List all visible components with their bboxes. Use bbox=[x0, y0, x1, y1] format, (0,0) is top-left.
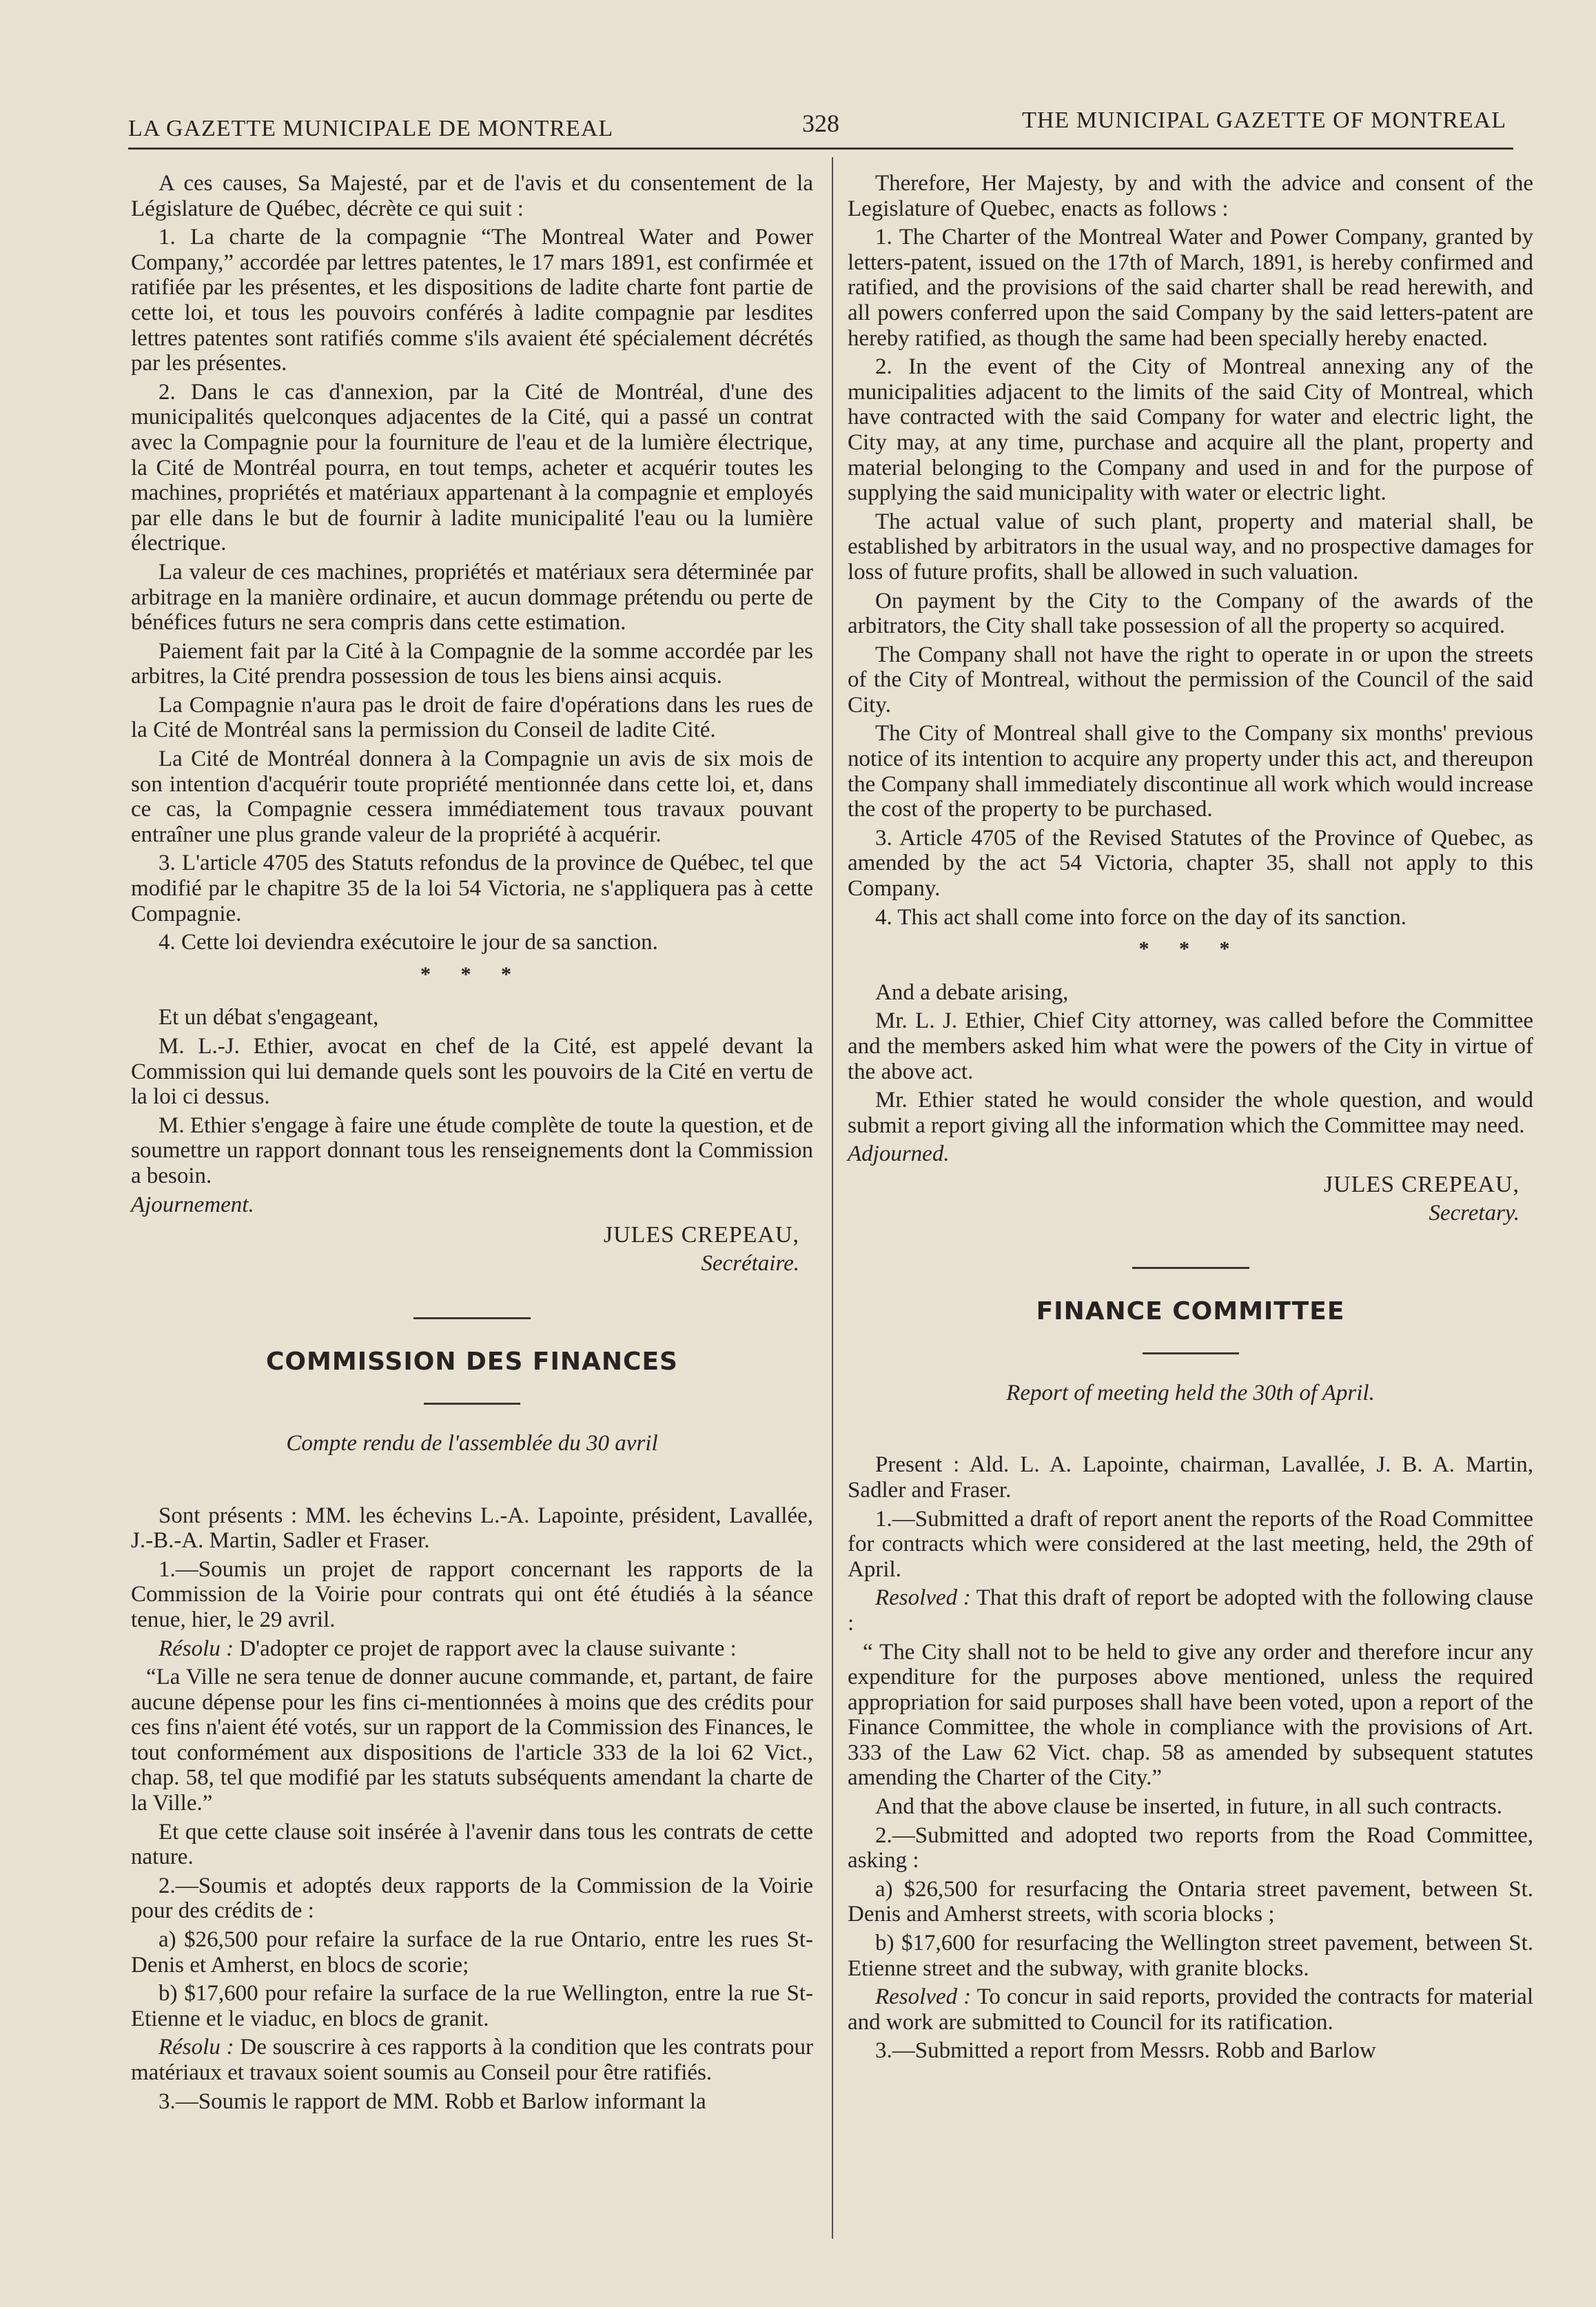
section-separator bbox=[1132, 1267, 1249, 1269]
paragraph: Et un débat s'engageant, bbox=[158, 1005, 379, 1030]
signature-role: Secretary. bbox=[1429, 1200, 1520, 1226]
signature-name: JULES CREPEAU, bbox=[1323, 1171, 1520, 1197]
paragraph: Therefore, Her Majesty, by and with the advice and consent of the Legislature of Quebec, enacts as follows : bbox=[848, 171, 1533, 221]
signature-role: Secrétaire. bbox=[701, 1250, 799, 1276]
paragraph bbox=[131, 1636, 813, 1662]
paragraph: 1.—Submitted a draft of report anent the reports of the Road Committee for contracts which were considered at the last meeting, held, the 29th of April. bbox=[848, 1506, 1533, 1582]
resolution-label: Résolu : bbox=[158, 1636, 234, 1661]
paragraph: 3. Article 4705 of the Revised Statutes of the Province of Quebec, as amended by the act 54 Victoria, chapter 35, shall not apply to this Company. bbox=[848, 825, 1533, 902]
paragraph: Present : Ald. L. A. Lapointe, chairman, Lavallée, J. B. A. Martin, Sadler and Fraser. bbox=[848, 1452, 1533, 1503]
adjournment: Ajournement. bbox=[131, 1192, 254, 1217]
paragraph: Mr. Ethier stated he would consider the whole question, and would submit a report giving all the information which the Committee may need. bbox=[848, 1088, 1533, 1138]
paragraph: La Cité de Montréal donnera à la Compagnie un avis de six mois de son intention d'acquérir toute propriété mentionnée dans cette loi, et, dans ce cas, la Compagnie cessera immédiatement tous travaux pouvant entraîner une plus grande valeur de la propriété à acquérir. bbox=[131, 746, 813, 847]
resolution-text: That this draft of report be adopted with the following clause : bbox=[848, 1585, 1533, 1636]
running-header bbox=[128, 103, 1506, 145]
paragraph bbox=[848, 1585, 1533, 1636]
quoted-clause: “ The City shall not to be held to give any order and therefore incur any expenditure for the purposes above mentioned, unless the required appropriation for said purposes shall have been voted, upon a report of the Finance Committee, the whole in compliance with the provisions of Art. 333 of the Law 62 Vict. chap. 58 as amended by subsequent statutes amending the Charter of the City.” bbox=[848, 1639, 1533, 1791]
paragraph: 2.—Soumis et adoptés deux rapports de la Commission de la Voirie pour des crédits de : bbox=[131, 1873, 813, 1924]
paragraph: b) $17,600 for resurfacing the Wellington street pavement, between St. Etienne street and the subway, with granite blocks. bbox=[848, 1931, 1533, 1981]
paragraph: The actual value of such plant, property and material shall, be established by arbitrators in the usual way, and no prospective damages for loss of future profits, shall be allowed in such valuation. bbox=[848, 509, 1533, 585]
paragraph: b) $17,600 pour refaire la surface de la rue Wellington, entre la rue St-Etienne et le viaduc, en blocs de granit. bbox=[131, 1981, 813, 2031]
resolution-label: Resolved : bbox=[875, 1984, 972, 2010]
paragraph: a) $26,500 for resurfacing the Ontaria street pavement, between St. Denis and Amherst streets, with scoria blocks ; bbox=[848, 1876, 1533, 1927]
paragraph: 4. Cette loi deviendra exécutoire le jour de sa sanction. bbox=[158, 930, 658, 955]
header-french-title: LA GAZETTE MUNICIPALE DE MONTREAL bbox=[128, 116, 614, 141]
paragraph: 1. La charte de la compagnie “The Montreal Water and Power Company,” accordée par lettres patentes, le 17 mars 1891, est confirmée et ratifiée par les présentes, et les dispositions de ladite charte font partie de cette loi, et tous les pouvoirs conférés à ladite compagnie par lesdites lettres patentes sont ratifiés comme s'ils avaient été spécialement décrétés par les présentes. bbox=[131, 225, 813, 376]
section-title: COMMISSION DES FINANCES bbox=[266, 1348, 678, 1376]
paragraph: 3.—Soumis le rapport de MM. Robb et Barlow informant la bbox=[158, 2089, 706, 2114]
french-column bbox=[131, 171, 813, 2117]
section-stars: * * * bbox=[1138, 937, 1242, 961]
paragraph: On payment by the City to the Company of the awards of the arbitrators, the City shall take possession of all the property so acquired. bbox=[848, 588, 1533, 639]
paragraph: a) $26,500 pour refaire la surface de la rue Ontario, entre les rues St-Denis et Amherst, en blocs de scorie; bbox=[131, 1927, 813, 1978]
resolution-label: Résolu : bbox=[158, 2035, 234, 2060]
resolution-text: D'adopter ce projet de rapport avec la clause suivante : bbox=[234, 1636, 737, 1661]
paragraph: 2. In the event of the City of Montreal annexing any of the municipalities adjacent to the limits of the said City of Montreal, which have contracted with the said Company for water and electric light, the City may, at any time, purchase and acquire all the plant, property and material belonging to the Company and used in and for the purpose of supplying the said municipality with water or electric light. bbox=[848, 354, 1533, 506]
signature-block bbox=[848, 1172, 1533, 1226]
paragraph: And that the above clause be inserted, in future, in all such contracts. bbox=[875, 1794, 1502, 1820]
paragraph: 1. The Charter of the Montreal Water and Power Company, granted by letters-patent, issued on the 17th of March, 1891, is hereby confirmed and ratified, and the provisions of the said charter shall be read herewith, and all powers conferred upon the said Company by the said letters-patent are hereby ratified, as though the same had been specially hereby enacted. bbox=[848, 225, 1533, 351]
paragraph: Paiement fait par la Cité à la Compagnie de la somme accordée par les arbitres, la Cité prendra possession de tous les biens ainsi acquis. bbox=[131, 638, 813, 689]
section-title: FINANCE COMMITTEE bbox=[1036, 1297, 1345, 1326]
title-rule bbox=[1143, 1352, 1239, 1354]
english-column bbox=[848, 171, 1533, 2067]
header-english-title: THE MUNICIPAL GAZETTE OF MONTREAL bbox=[1022, 108, 1506, 133]
quoted-clause: “La Ville ne sera tenue de donner aucune commande, et, partant, de faire aucune dépense pour les fins ci-mentionnées à moins que des crédits pour ces fins n'aient été votés, sur un rapport de la Commission des Finances, le tout conformément aux dispositions de l'article 333 de la loi 62 Vict., chap. 58, tel que modifié par les statuts subséquents amendant la charte de la Ville.” bbox=[131, 1665, 813, 1816]
paragraph: La Compagnie n'aura pas le droit de faire d'opérations dans les rues de la Cité de Montréal sans la permission du Conseil de ladite Cité. bbox=[131, 692, 813, 743]
paragraph bbox=[848, 1984, 1533, 2035]
resolution-text: To concur in said reports, provided the contracts for material and work are submitted to Council for its ratification. bbox=[848, 1984, 1533, 2035]
paragraph: 3. L'article 4705 des Statuts refondus de la province de Québec, tel que modifié par le chapitre 35 de la loi 54 Victoria, ne s'appliquera pas à cette Compagnie. bbox=[131, 851, 813, 926]
paragraph: 3.—Submitted a report from Messrs. Robb and Barlow bbox=[875, 2038, 1376, 2064]
paragraph: Mr. L. J. Ethier, Chief City attorney, was called before the Committee and the members asked him what were the powers of the City in virtue of the above act. bbox=[848, 1008, 1533, 1084]
paragraph bbox=[131, 2035, 813, 2085]
paragraph: 2.—Submitted and adopted two reports from the Road Committee, asking : bbox=[848, 1822, 1533, 1873]
section-stars: * * * bbox=[420, 962, 524, 986]
meeting-subtitle: Report of meeting held the 30th of April. bbox=[1006, 1380, 1375, 1405]
paragraph: The City of Montreal shall give to the Company six months' previous notice of its intention to acquire any property under this act, and thereupon the Company shall immediately discontinue all work which would increase the cost of the property to be purchased. bbox=[848, 721, 1533, 822]
header-rule bbox=[128, 148, 1513, 150]
page-number: 328 bbox=[802, 110, 839, 137]
paragraph: 2. Dans le cas d'annexion, par la Cité de Montréal, d'une des municipalités quelconques adjacentes de la Cité, qui a passé un contrat avec la Compagnie pour la fourniture de l'eau et de la lumière électrique, la Cité de Montréal pourra, en tout temps, acheter et acquérir toutes les machines, propriétés et matériaux appartenant à la compagnie et employés par elle dans le but de fournir à ladite municipalité l'eau ou la lumière électrique. bbox=[131, 379, 813, 556]
resolution-label: Resolved : bbox=[875, 1585, 971, 1611]
paragraph: And a debate arising, bbox=[875, 979, 1069, 1005]
paragraph: Sont présents : MM. les échevins L.-A. Lapointe, président, Lavallée, J.-B.-A. Martin, Sadler et Fraser. bbox=[131, 1503, 813, 1554]
adjournment: Adjourned. bbox=[848, 1141, 950, 1167]
paragraph: Et que cette clause soit insérée à l'avenir dans tous les contrats de cette nature. bbox=[131, 1819, 813, 1870]
paragraph: The Company shall not have the right to operate in or upon the streets of the City of Montreal, without the permission of the Council of the said City. bbox=[848, 642, 1533, 718]
paragraph: 1.—Soumis un projet de rapport concernant les rapports de la Commission de la Voirie pour contrats qui ont été étudiés à la séance tenue, hier, le 29 avril. bbox=[131, 1556, 813, 1632]
column-divider bbox=[832, 157, 833, 2239]
meeting-subtitle: Compte rendu de l'assemblée du 30 avril bbox=[286, 1430, 658, 1456]
section-separator bbox=[413, 1317, 531, 1319]
paragraph: La valeur de ces machines, propriétés et matériaux sera déterminée par arbitrage en la manière ordinaire, et aucun dommage prétendu ou perte de bénéfices futurs ne sera compris dans cette estimation. bbox=[131, 559, 813, 636]
paragraph: M. L.-J. Ethier, avocat en chef de la Cité, est appelé devant la Commission qui lui demande quels sont les pouvoirs de la Cité en vertu de la loi ci dessus. bbox=[131, 1034, 813, 1110]
signature-name: JULES CREPEAU, bbox=[603, 1222, 799, 1248]
signature-block bbox=[131, 1223, 813, 1276]
resolution-text: De souscrire à ces rapports à la condition que les contrats pour matériaux et travaux soient soumis au Conseil pour être ratifiés. bbox=[131, 2035, 813, 2085]
paragraph: 4. This act shall come into force on the day of its sanction. bbox=[875, 904, 1407, 930]
paragraph: M. Ethier s'engage à faire une étude complète de toute la question, et de soumettre un rapport donnant tous les renseignements dont la Commission a besoin. bbox=[131, 1112, 813, 1188]
title-rule bbox=[424, 1403, 520, 1405]
paragraph: A ces causes, Sa Majesté, par et de l'avis et du consentement de la Législature de Québec, décrète ce qui suit : bbox=[131, 171, 813, 221]
